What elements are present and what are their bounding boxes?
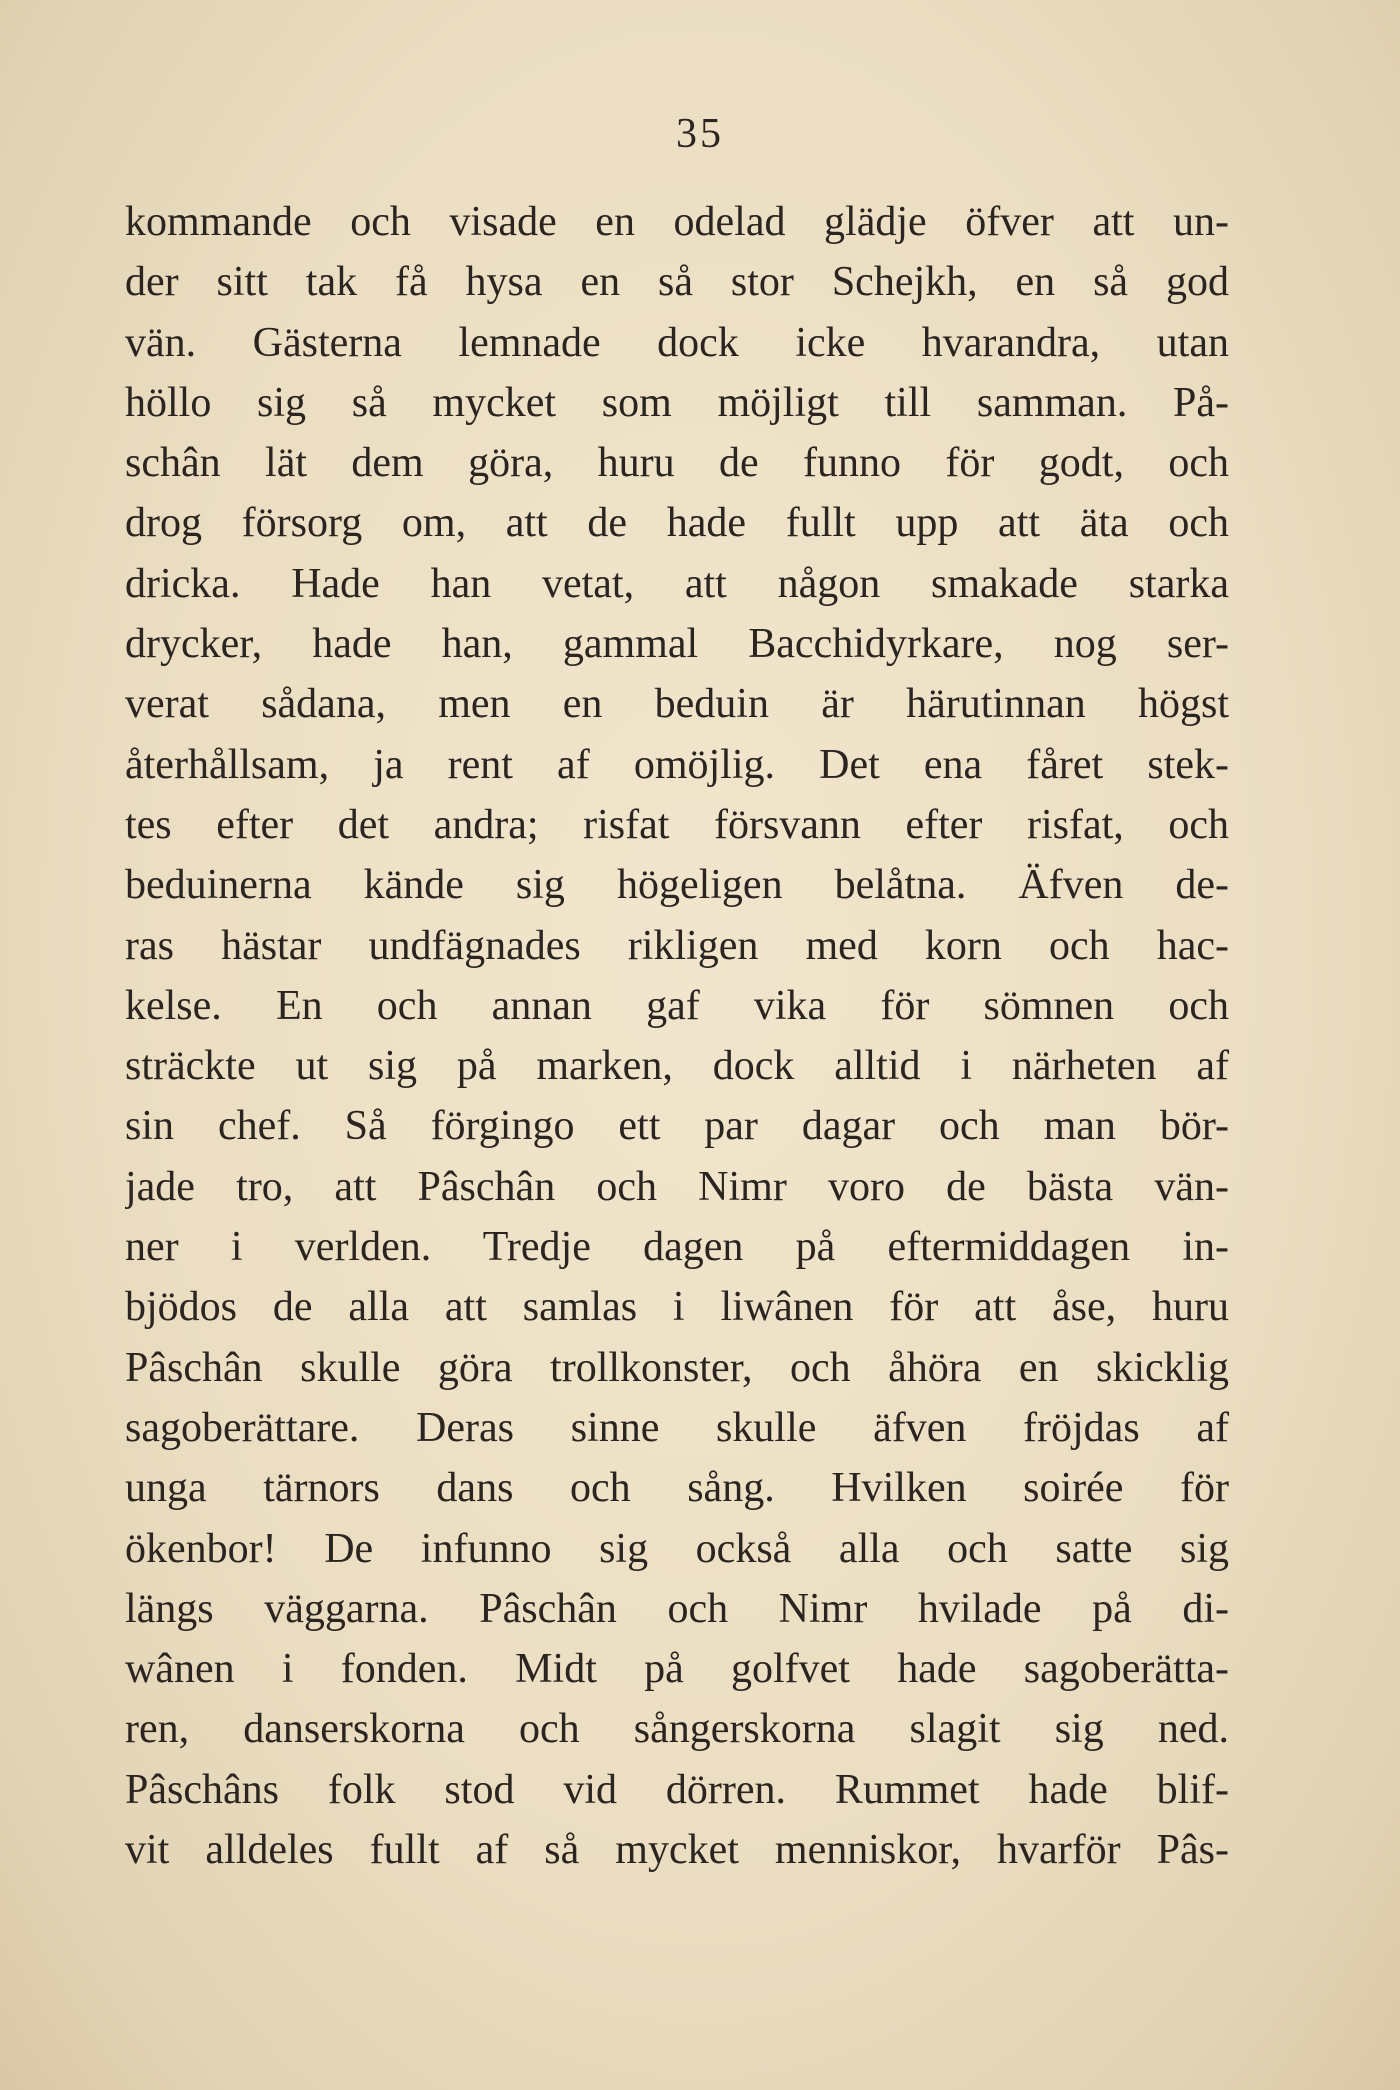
text-line: Pâschân skulle göra trollkonster, och åhöra en skicklig [125,1344,1229,1391]
text-line: ner i verlden. Tredje dagen på eftermiddagen in- [125,1224,1229,1271]
body-text [125,192,1229,1880]
text-line: dricka. Hade han vetat, att någon smakade starka [125,560,1229,607]
text-line: sträckte ut sig på marken, dock alltid i närheten af [125,1043,1229,1090]
text-line: vän. Gästerna lemnade dock icke hvarandra, utan [125,319,1229,366]
text-line: sin chef. Så förgingo ett par dagar och man bör- [125,1103,1229,1150]
text-line: beduinerna kände sig högeligen belåtna. Äfven de- [125,862,1229,909]
text-line: tes efter det andra; risfat försvann efter risfat, och [125,801,1229,848]
text-line: der sitt tak få hysa en så stor Schejkh, en så god [125,259,1229,306]
text-line: kommande och visade en odelad glädje öfver att un- [125,199,1229,245]
text-line: längs väggarna. Pâschân och Nimr hvilade på di- [125,1585,1229,1632]
text-line: unga tärnors dans och sång. Hvilken soirée för [125,1465,1229,1512]
text-line: Pâschâns folk stod vid dörren. Rummet hade blif- [125,1766,1229,1813]
text-line: kelse. En och annan gaf vika för sömnen och [125,982,1229,1029]
text-line: ren, danserskorna och sångerskorna slagit sig ned. [125,1706,1229,1753]
text-line: drycker, hade han, gammal Bacchidyrkare, nog ser- [125,621,1229,668]
text-line: återhållsam, ja rent af omöjlig. Det ena fåret stek- [125,741,1229,788]
text-line: jade tro, att Pâschân och Nimr voro de bästa vän- [125,1163,1229,1210]
text-line: schân lät dem göra, huru de funno för godt, och [125,440,1229,487]
text-line: wânen i fonden. Midt på golfvet hade sagoberätta- [125,1646,1229,1693]
text-line: bjödos de alla att samlas i liwânen för att åse, huru [125,1284,1229,1331]
text-line: ökenbor! De infunno sig också alla och satte sig [125,1525,1229,1572]
text-line: drog försorg om, att de hade fullt upp att äta och [125,500,1229,547]
text-line: sagoberättare. Deras sinne skulle äfven fröjdas af [125,1404,1229,1451]
page-number: 35 [676,111,724,157]
text-line: ras hästar undfägnades rikligen med korn och hac- [125,922,1229,969]
text-line: höllo sig så mycket som möjligt till samman. På- [125,379,1229,426]
text-line: verat sådana, men en beduin är härutinnan högst [125,681,1229,728]
text-line: vit alldeles fullt af så mycket menniskor, hvarför Pâs- [125,1827,1229,1874]
